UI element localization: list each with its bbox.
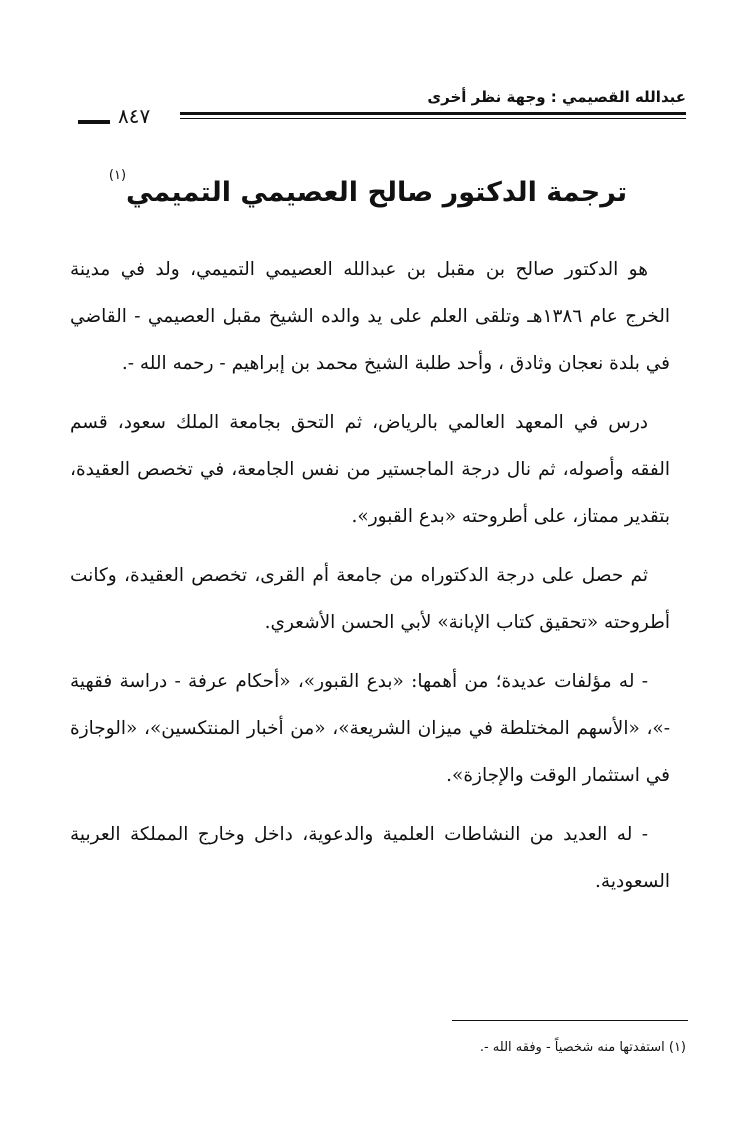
header-rule-thin <box>180 118 686 119</box>
paragraph-publications: - له مؤلفات عديدة؛ من أهمها: «بدع القبور»، «أحكام عرفة - دراسة فقهية -»، «الأسهم المختلطة في ميزان الشريعة»، «من أخبار المنتكسين»، «الوجازة في استثمار الوقت والإجازة». <box>70 671 670 786</box>
footnote-reference: (١) <box>108 168 127 183</box>
header-rule-thick <box>180 112 686 115</box>
paragraph-biography: هو الدكتور صالح بن مقبل بن عبدالله العصيمي التميمي، ولد في مدينة الخرج عام ١٣٨٦هـ وتلقى العلم على يد والده الشيخ مقبل العصيمي - القاضي في بلدة نعجان وثادق ، وأحد طلبة الشيخ محمد بن إبراهيم - رحمه الله -. <box>70 259 670 374</box>
paragraph-education: درس في المعهد العالمي بالرياض، ثم التحق بجامعة الملك سعود، قسم الفقه وأصوله، ثم نال درجة الماجستير من نفس الجامعة، في تخصص العقيدة، بتقدير ممتاز، على أطروحته «بدع القبور». <box>70 412 670 527</box>
running-header: عبدالله القصيمي : وجهة نظر أخرى <box>427 88 686 106</box>
footnote-separator <box>452 1020 688 1021</box>
body-text <box>70 246 670 917</box>
paragraph-doctorate: ثم حصل على درجة الدكتوراه من جامعة أم القرى، تخصص العقيدة، وكانت أطروحته «تحقيق كتاب الإبانة» لأبي الحسن الأشعري. <box>70 565 670 633</box>
paragraph-activities: - له العديد من النشاطات العلمية والدعوية، داخل وخارج المملكة العربية السعودية. <box>70 824 670 892</box>
page-number: ٨٤٧ <box>118 104 151 128</box>
chapter-title-text: ترجمة الدكتور صالح العصيمي التميمي <box>126 177 628 208</box>
footnote: (١) استفدتها منه شخصياً - وفقه الله -. <box>479 1040 686 1055</box>
chapter-title <box>0 168 736 208</box>
page-number-dash <box>78 120 110 124</box>
